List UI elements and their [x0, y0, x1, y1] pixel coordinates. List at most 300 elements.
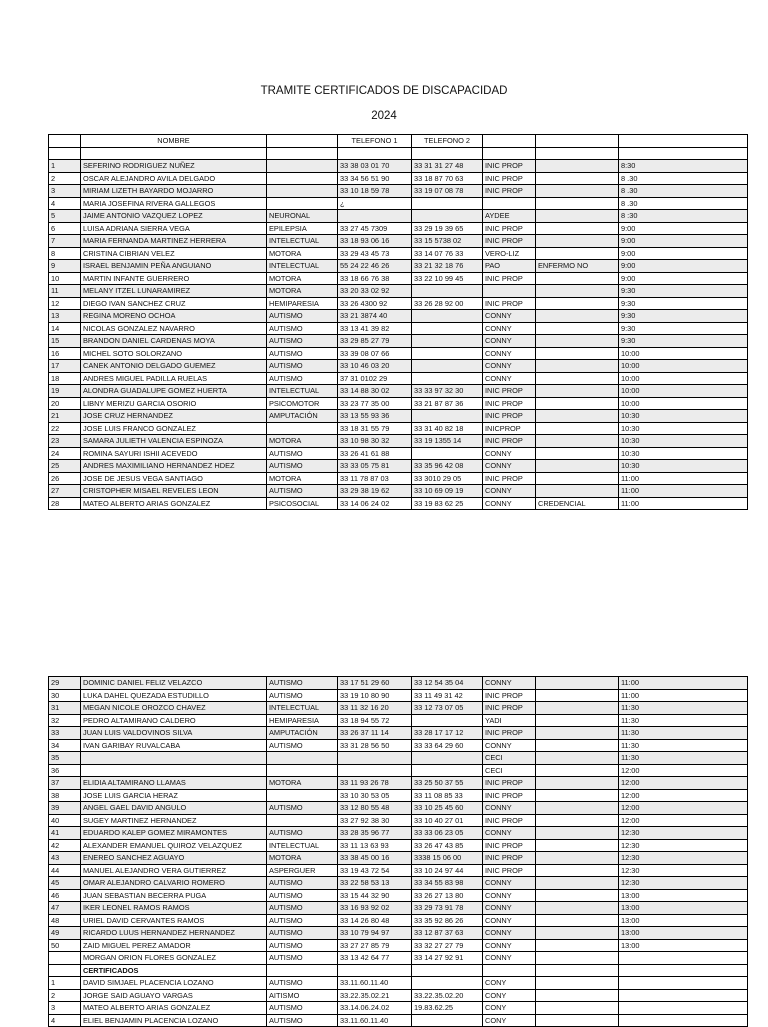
table-row [49, 485, 748, 498]
name-cell: MARIA JOSEFINA RIVERA GALLEGOS [81, 197, 267, 210]
row-number-cell: 3 [49, 185, 81, 198]
phone1-cell: 33 34 56 51 90 [338, 172, 412, 185]
note-cell [536, 385, 619, 398]
row-number-cell: 48 [49, 914, 81, 927]
note-cell [536, 1014, 619, 1027]
note-cell [536, 814, 619, 827]
time-cell: 10:00 [619, 360, 748, 373]
note-cell [536, 310, 619, 323]
table-row [49, 222, 748, 235]
time-cell: 10:30 [619, 460, 748, 473]
name-cell: SEFERINO RODRIGUEZ NUÑEZ [81, 160, 267, 173]
condition-cell: INTELECTUAL [267, 385, 338, 398]
time-cell: 8:30 [619, 160, 748, 173]
table-row [49, 385, 748, 398]
note-cell [536, 160, 619, 173]
condition-cell: MOTORA [267, 472, 338, 485]
time-cell: 12:00 [619, 802, 748, 815]
time-cell: 12:00 [619, 777, 748, 790]
assigned-cell: AYDEE [483, 210, 536, 223]
row-number-cell: 32 [49, 714, 81, 727]
condition-cell: INTELECTUAL [267, 235, 338, 248]
header-cell [267, 135, 338, 148]
assigned-cell: INIC PROP [483, 472, 536, 485]
assigned-cell: CONY [483, 1002, 536, 1015]
note-cell [536, 485, 619, 498]
table-row [49, 310, 748, 323]
time-cell: 9:30 [619, 310, 748, 323]
header-cell [483, 135, 536, 148]
time-cell: 8 .30 [619, 197, 748, 210]
condition-cell: AMPUTACIÓN [267, 410, 338, 423]
time-cell: 8 .30 [619, 185, 748, 198]
phone2-cell [412, 147, 483, 160]
note-cell [536, 989, 619, 1002]
condition-cell: AUTISMO [267, 927, 338, 940]
assigned-cell: CECI [483, 752, 536, 765]
phone2-cell: 33 33 97 32 30 [412, 385, 483, 398]
row-number-cell: 28 [49, 497, 81, 510]
time-cell: 9:00 [619, 235, 748, 248]
table-row [49, 197, 748, 210]
note-cell [536, 827, 619, 840]
assigned-cell: CONY [483, 977, 536, 990]
assigned-cell: CONNY [483, 939, 536, 952]
name-cell: OSCAR ALEJANDRO AVILA DELGADO [81, 172, 267, 185]
note-cell [536, 889, 619, 902]
table-row [49, 272, 748, 285]
row-number-cell: 39 [49, 802, 81, 815]
name-cell: ANDRES MAXIMILIANO HERNANDEZ HDEZ [81, 460, 267, 473]
appointments-table-1 [48, 134, 748, 510]
note-cell: CREDENCIAL [536, 497, 619, 510]
condition-cell: HEMIPARESIA [267, 297, 338, 310]
condition-cell [267, 814, 338, 827]
phone2-cell: 33 19 07 08 78 [412, 185, 483, 198]
row-number-cell: 29 [49, 677, 81, 690]
name-cell: NICOLAS GONZALEZ NAVARRO [81, 322, 267, 335]
note-cell: ENFERMO NO [536, 260, 619, 273]
phone2-cell: 19.83.62.25 [412, 1002, 483, 1015]
phone2-cell: 33 19 83 62 25 [412, 497, 483, 510]
appointments-table-2 [48, 676, 748, 1027]
name-cell: SUGEY MARTINEZ HERNANDEZ [81, 814, 267, 827]
phone2-cell: 33 10 25 45 60 [412, 802, 483, 815]
note-cell [536, 147, 619, 160]
table-row [49, 210, 748, 223]
phone1-cell: 33 26 41 61 88 [338, 447, 412, 460]
phone1-cell: 33 18 66 76 38 [338, 272, 412, 285]
phone1-cell [338, 764, 412, 777]
note-cell [536, 877, 619, 890]
phone2-cell: 33 11 49 31 42 [412, 689, 483, 702]
condition-cell: AUTISMO [267, 739, 338, 752]
condition-cell: AUTISMO [267, 877, 338, 890]
row-number-cell: 3 [49, 1002, 81, 1015]
note-cell [536, 397, 619, 410]
time-cell: 11:00 [619, 677, 748, 690]
phone2-cell: 33 3010 29 05 [412, 472, 483, 485]
assigned-cell: INIC PROP [483, 385, 536, 398]
assigned-cell: CONNY [483, 889, 536, 902]
table-row [49, 677, 748, 690]
phone1-cell: 33 27 27 85 79 [338, 939, 412, 952]
time-cell: 13:00 [619, 914, 748, 927]
phone2-cell: 33 19 1355 14 [412, 435, 483, 448]
time-cell: 9:00 [619, 260, 748, 273]
phone1-cell [338, 147, 412, 160]
time-cell: 8 :30 [619, 210, 748, 223]
row-number-cell: 46 [49, 889, 81, 902]
row-number-cell: 49 [49, 927, 81, 940]
row-number-cell: 11 [49, 285, 81, 298]
condition-cell: AUTISMO [267, 914, 338, 927]
phone1-cell: 33 29 43 45 73 [338, 247, 412, 260]
phone1-cell [338, 210, 412, 223]
condition-cell: NEURONAL [267, 210, 338, 223]
name-cell: JOSE CRUZ HERNANDEZ [81, 410, 267, 423]
phone2-cell [412, 335, 483, 348]
row-number-cell: 20 [49, 397, 81, 410]
phone2-cell: 33 11 08 85 33 [412, 789, 483, 802]
assigned-cell: CONNY [483, 497, 536, 510]
note-cell [536, 964, 619, 977]
table-row [49, 764, 748, 777]
phone1-cell: 33.11.60.11.40 [338, 977, 412, 990]
time-cell: 11:30 [619, 702, 748, 715]
note-cell [536, 914, 619, 927]
phone2-cell: 33 33 06 23 05 [412, 827, 483, 840]
name-cell: ANDRES MIGUEL PADILLA RUELAS [81, 372, 267, 385]
table-row [49, 147, 748, 160]
assigned-cell: INIC PROP [483, 185, 536, 198]
name-cell: REGINA MORENO OCHOA [81, 310, 267, 323]
condition-cell [267, 422, 338, 435]
phone2-cell: 33 18 87 70 63 [412, 172, 483, 185]
name-cell: IVAN GARIBAY RUVALCABA [81, 739, 267, 752]
name-cell [81, 147, 267, 160]
row-number-cell: 47 [49, 902, 81, 915]
time-cell: 10:00 [619, 397, 748, 410]
document-year: 2024 [371, 110, 397, 122]
phone2-cell: 33 26 27 13 80 [412, 889, 483, 902]
condition-cell: AUTISMO [267, 310, 338, 323]
note-cell [536, 702, 619, 715]
condition-cell: PSICOSOCIAL [267, 497, 338, 510]
phone1-cell: 33 21 3874 40 [338, 310, 412, 323]
assigned-cell: CONNY [483, 927, 536, 940]
row-number-cell: 2 [49, 172, 81, 185]
note-cell [536, 460, 619, 473]
phone1-cell: 33 11 32 16 20 [338, 702, 412, 715]
phone2-cell: 33 14 27 92 91 [412, 952, 483, 965]
assigned-cell: CONNY [483, 914, 536, 927]
row-number-cell: 5 [49, 210, 81, 223]
phone1-cell: 33 16 93 92 02 [338, 902, 412, 915]
condition-cell [267, 147, 338, 160]
name-cell: ZAID MIGUEL PEREZ AMADOR [81, 939, 267, 952]
phone2-cell [412, 764, 483, 777]
assigned-cell: INIC PROP [483, 839, 536, 852]
header-cell [619, 135, 748, 148]
name-cell: PEDRO ALTAMIRANO CALDERO [81, 714, 267, 727]
note-cell [536, 1002, 619, 1015]
condition-cell: INTELECTUAL [267, 702, 338, 715]
assigned-cell: INIC PROP [483, 235, 536, 248]
name-cell: MELANY ITZEL LUNARAMIREZ [81, 285, 267, 298]
note-cell [536, 802, 619, 815]
condition-cell: MOTORA [267, 777, 338, 790]
table-row [49, 297, 748, 310]
table-body [49, 677, 748, 1027]
condition-cell: AUTISMO [267, 827, 338, 840]
condition-cell: AUTISMO [267, 347, 338, 360]
assigned-cell: CONNY [483, 877, 536, 890]
time-cell: 10:30 [619, 410, 748, 423]
name-cell: SAMARA JULIETH VALENCIA ESPINOZA [81, 435, 267, 448]
row-number-cell: 27 [49, 485, 81, 498]
assigned-cell: INIC PROP [483, 864, 536, 877]
condition-cell: MOTORA [267, 272, 338, 285]
phone2-cell: 33 12 87 37 63 [412, 927, 483, 940]
phone1-cell: 33 10 18 59 78 [338, 185, 412, 198]
time-cell: 11:30 [619, 727, 748, 740]
phone1-cell: 33 20 33 02 92 [338, 285, 412, 298]
note-cell [536, 272, 619, 285]
name-cell: JUAN LUIS VALDOVINOS SILVA [81, 727, 267, 740]
phone1-cell: 33 10 98 30 32 [338, 435, 412, 448]
phone2-cell [412, 1014, 483, 1027]
row-number-cell: 36 [49, 764, 81, 777]
assigned-cell [483, 964, 536, 977]
note-cell [536, 902, 619, 915]
row-number-cell: 41 [49, 827, 81, 840]
row-number-cell: 1 [49, 977, 81, 990]
note-cell [536, 764, 619, 777]
phone2-cell [412, 410, 483, 423]
name-cell: MICHEL SOTO SOLORZANO [81, 347, 267, 360]
condition-cell: HEMIPARESIA [267, 714, 338, 727]
phone1-cell: 33.11.60.11.40 [338, 1014, 412, 1027]
assigned-cell [483, 285, 536, 298]
name-cell: IKER LEONEL RAMOS RAMOS [81, 902, 267, 915]
table-row [49, 689, 748, 702]
note-cell [536, 864, 619, 877]
name-cell: MEGAN NICOLE OROZCO CHAVEZ [81, 702, 267, 715]
condition-cell [267, 789, 338, 802]
table-row [49, 185, 748, 198]
table-row [49, 410, 748, 423]
name-cell: MANUEL ALEJANDRO VERA GUTIERREZ [81, 864, 267, 877]
table-body [49, 147, 748, 510]
name-cell: MATEO ALBERTO ARIAS GONZALEZ [81, 497, 267, 510]
phone2-cell [412, 197, 483, 210]
name-cell: ALEXANDER EMANUEL QUIROZ VELAZQUEZ [81, 839, 267, 852]
table-row [49, 372, 748, 385]
header-cell: NOMBRE [81, 135, 267, 148]
assigned-cell: VERO-LIZ [483, 247, 536, 260]
table-row [49, 952, 748, 965]
table-row [49, 989, 748, 1002]
time-cell: 10:30 [619, 435, 748, 448]
time-cell: 11:30 [619, 739, 748, 752]
table-row [49, 977, 748, 990]
condition-cell [267, 185, 338, 198]
assigned-cell: INIC PROP [483, 702, 536, 715]
phone2-cell: 33 12 54 35 04 [412, 677, 483, 690]
name-cell [81, 752, 267, 765]
time-cell: 10:00 [619, 385, 748, 398]
time-cell: 9:00 [619, 247, 748, 260]
note-cell [536, 927, 619, 940]
table-row [49, 702, 748, 715]
note-cell [536, 322, 619, 335]
phone2-cell: 33 10 69 09 19 [412, 485, 483, 498]
row-number-cell: 50 [49, 939, 81, 952]
condition-cell: AUTISMO [267, 889, 338, 902]
table-row [49, 789, 748, 802]
time-cell: 10:00 [619, 372, 748, 385]
row-number-cell: 31 [49, 702, 81, 715]
note-cell [536, 360, 619, 373]
note-cell [536, 689, 619, 702]
phone2-cell: 33.22.35.02.20 [412, 989, 483, 1002]
phone1-cell: 33 14 26 80 48 [338, 914, 412, 927]
condition-cell [267, 764, 338, 777]
phone1-cell: 33 13 42 64 77 [338, 952, 412, 965]
condition-cell: AUTISMO [267, 902, 338, 915]
time-cell [619, 964, 748, 977]
table-row [49, 397, 748, 410]
assigned-cell: CONNY [483, 310, 536, 323]
phone1-cell: 33 15 44 32 90 [338, 889, 412, 902]
table-row [49, 260, 748, 273]
row-number-cell [49, 964, 81, 977]
time-cell: 12:00 [619, 814, 748, 827]
time-cell: 11:00 [619, 497, 748, 510]
assigned-cell: CONNY [483, 739, 536, 752]
phone1-cell: 33 26 4300 92 [338, 297, 412, 310]
name-cell: RICARDO LUUS HERNANDEZ HERNANDEZ [81, 927, 267, 940]
assigned-cell: CONNY [483, 447, 536, 460]
phone2-cell: 33 26 47 43 85 [412, 839, 483, 852]
phone1-cell: 33 22 58 53 13 [338, 877, 412, 890]
time-cell: 12:00 [619, 789, 748, 802]
note-cell [536, 410, 619, 423]
condition-cell [267, 964, 338, 977]
time-cell: 13:00 [619, 902, 748, 915]
assigned-cell: CONNY [483, 485, 536, 498]
row-number-cell: 43 [49, 852, 81, 865]
table-row [49, 939, 748, 952]
assigned-cell: CONY [483, 1014, 536, 1027]
row-number-cell: 24 [49, 447, 81, 460]
assigned-cell: PAO [483, 260, 536, 273]
phone1-cell: 33 27 45 7309 [338, 222, 412, 235]
condition-cell: MOTORA [267, 247, 338, 260]
note-cell [536, 435, 619, 448]
row-number-cell: 1 [49, 160, 81, 173]
row-number-cell: 16 [49, 347, 81, 360]
assigned-cell: INIC PROP [483, 222, 536, 235]
header-cell: TELEFONO 1 [338, 135, 412, 148]
condition-cell: AUTISMO [267, 689, 338, 702]
phone2-cell: 33 21 32 18 76 [412, 260, 483, 273]
row-number-cell [49, 952, 81, 965]
note-cell [536, 235, 619, 248]
name-cell: ALONDRA GUADALUPE GOMEZ HUERTA [81, 385, 267, 398]
table-row [49, 472, 748, 485]
time-cell: 11:00 [619, 485, 748, 498]
note-cell [536, 222, 619, 235]
row-number-cell: 42 [49, 839, 81, 852]
phone1-cell: 33 29 85 27 79 [338, 335, 412, 348]
time-cell [619, 952, 748, 965]
phone1-cell: 55 24 22 46 26 [338, 260, 412, 273]
time-cell [619, 147, 748, 160]
condition-cell [267, 172, 338, 185]
note-cell [536, 285, 619, 298]
condition-cell: AUTISMO [267, 802, 338, 815]
table-row [49, 964, 748, 977]
table-row [49, 739, 748, 752]
assigned-cell: INIC PROP [483, 814, 536, 827]
table-row [49, 752, 748, 765]
name-cell: CANEK ANTONIO DELGADO GUEMEZ [81, 360, 267, 373]
phone1-cell: 33 17 51 29 60 [338, 677, 412, 690]
time-cell: 10:00 [619, 347, 748, 360]
name-cell: MORGAN ORION FLORES GONZALEZ [81, 952, 267, 965]
phone1-cell: 33 29 38 19 62 [338, 485, 412, 498]
note-cell [536, 472, 619, 485]
assigned-cell: CONNY [483, 460, 536, 473]
note-cell [536, 422, 619, 435]
assigned-cell: CONNY [483, 347, 536, 360]
time-cell: 12:30 [619, 864, 748, 877]
time-cell: 12:30 [619, 877, 748, 890]
phone2-cell: 33 25 50 37 55 [412, 777, 483, 790]
phone1-cell: 33 11 78 87 03 [338, 472, 412, 485]
table-row [49, 447, 748, 460]
row-number-cell: 30 [49, 689, 81, 702]
table-row [49, 714, 748, 727]
time-cell: 9:00 [619, 222, 748, 235]
phone2-cell: 33 12 73 07 05 [412, 702, 483, 715]
note-cell [536, 297, 619, 310]
phone1-cell: 33 27 92 38 30 [338, 814, 412, 827]
condition-cell: AUTISMO [267, 322, 338, 335]
table-row [49, 1002, 748, 1015]
note-cell [536, 939, 619, 952]
name-cell: DOMINIC DANIEL FELIZ VELAZCO [81, 677, 267, 690]
condition-cell: AITISMO [267, 989, 338, 1002]
note-cell [536, 789, 619, 802]
row-number-cell: 33 [49, 727, 81, 740]
phone2-cell: 33 32 27 27 79 [412, 939, 483, 952]
row-number-cell: 25 [49, 460, 81, 473]
assigned-cell: CONNY [483, 677, 536, 690]
table-row [49, 864, 748, 877]
assigned-cell: INIC PROP [483, 297, 536, 310]
row-number-cell: 10 [49, 272, 81, 285]
note-cell [536, 727, 619, 740]
row-number-cell: 12 [49, 297, 81, 310]
name-cell [81, 764, 267, 777]
note-cell [536, 372, 619, 385]
time-cell: 12:00 [619, 764, 748, 777]
condition-cell: AUTISMO [267, 460, 338, 473]
phone1-cell: 33 39 08 07 66 [338, 347, 412, 360]
